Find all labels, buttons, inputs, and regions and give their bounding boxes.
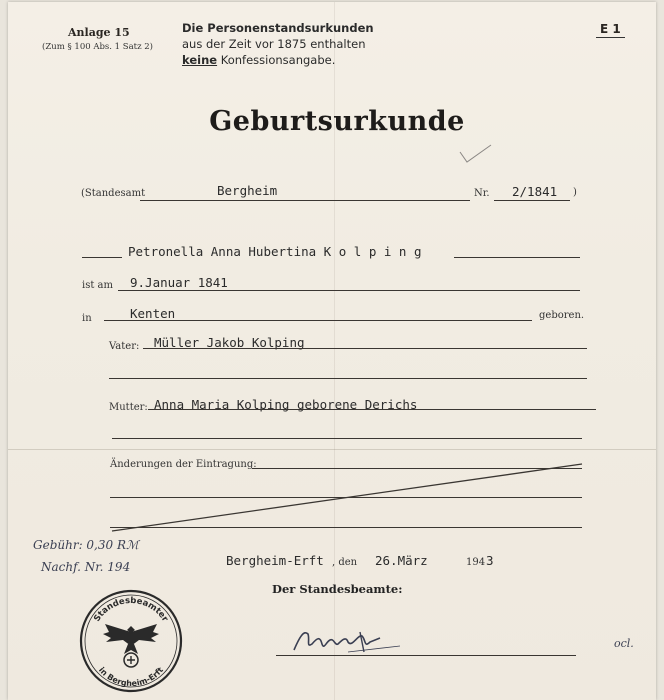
seal-top-text: Standesbeamter — [92, 595, 170, 624]
father-name: Müller Jakob Kolping — [154, 335, 305, 350]
number-value: 2/1841 — [512, 184, 558, 199]
stamp-line-3-rest: Konfessionsangabe. — [217, 53, 336, 67]
date-label: ist am — [82, 280, 113, 291]
child-name: Petronella Anna Hubertina K o l p i n g — [128, 244, 422, 259]
mother-name: Anna Maria Kolping geborene Derichs — [154, 397, 418, 412]
birth-place: Kenten — [130, 306, 176, 321]
registry-label: (Standesamt — [81, 188, 146, 199]
place-label: in — [82, 313, 92, 324]
ref-note: Nachf. Nr. 194 — [41, 560, 131, 574]
document-title: Geburtsurkunde — [209, 106, 465, 137]
signature-line — [276, 655, 576, 656]
year-prefix: 194 — [466, 557, 486, 568]
stamp-keyword: keine — [182, 53, 218, 67]
changes-label: Änderungen der Eintragung: — [110, 459, 257, 470]
birth-date: 9.Januar 1841 — [130, 275, 228, 290]
stamp-line-1: Die Personenstandsurkunden — [182, 21, 374, 35]
anlage-label: Anlage 15 — [68, 26, 130, 39]
seal-bottom-text: in Bergheim-Erft — [96, 665, 166, 689]
handwritten-fee-note — [31, 533, 161, 585]
issue-place: Bergheim-Erft — [226, 553, 324, 568]
registrar-label: Der Standesbeamte: — [272, 582, 403, 596]
number-label: Nr. — [474, 188, 490, 199]
stamp-line-2: aus der Zeit vor 1875 enthalten — [182, 37, 366, 51]
registry-close: ) — [573, 187, 577, 198]
form-code: E 1 — [596, 22, 625, 38]
eagle-emblem-icon — [103, 624, 159, 667]
issue-date: 26.März — [375, 553, 428, 568]
fee-note: Gebühr: 0,30 Rℳ — [33, 538, 139, 552]
father-label: Vater: — [109, 341, 140, 352]
anlage-reference: (Zum § 100 Abs. 1 Satz 2) — [42, 42, 154, 52]
registry-value: Bergheim — [217, 183, 278, 198]
mother-label: Mutter: — [109, 402, 148, 413]
year-digit: 3 — [486, 553, 494, 568]
issue-den-label: , den — [332, 557, 358, 568]
official-seal — [78, 588, 184, 694]
initials-note: ocl. — [614, 637, 634, 650]
born-label: geboren. — [539, 310, 585, 321]
